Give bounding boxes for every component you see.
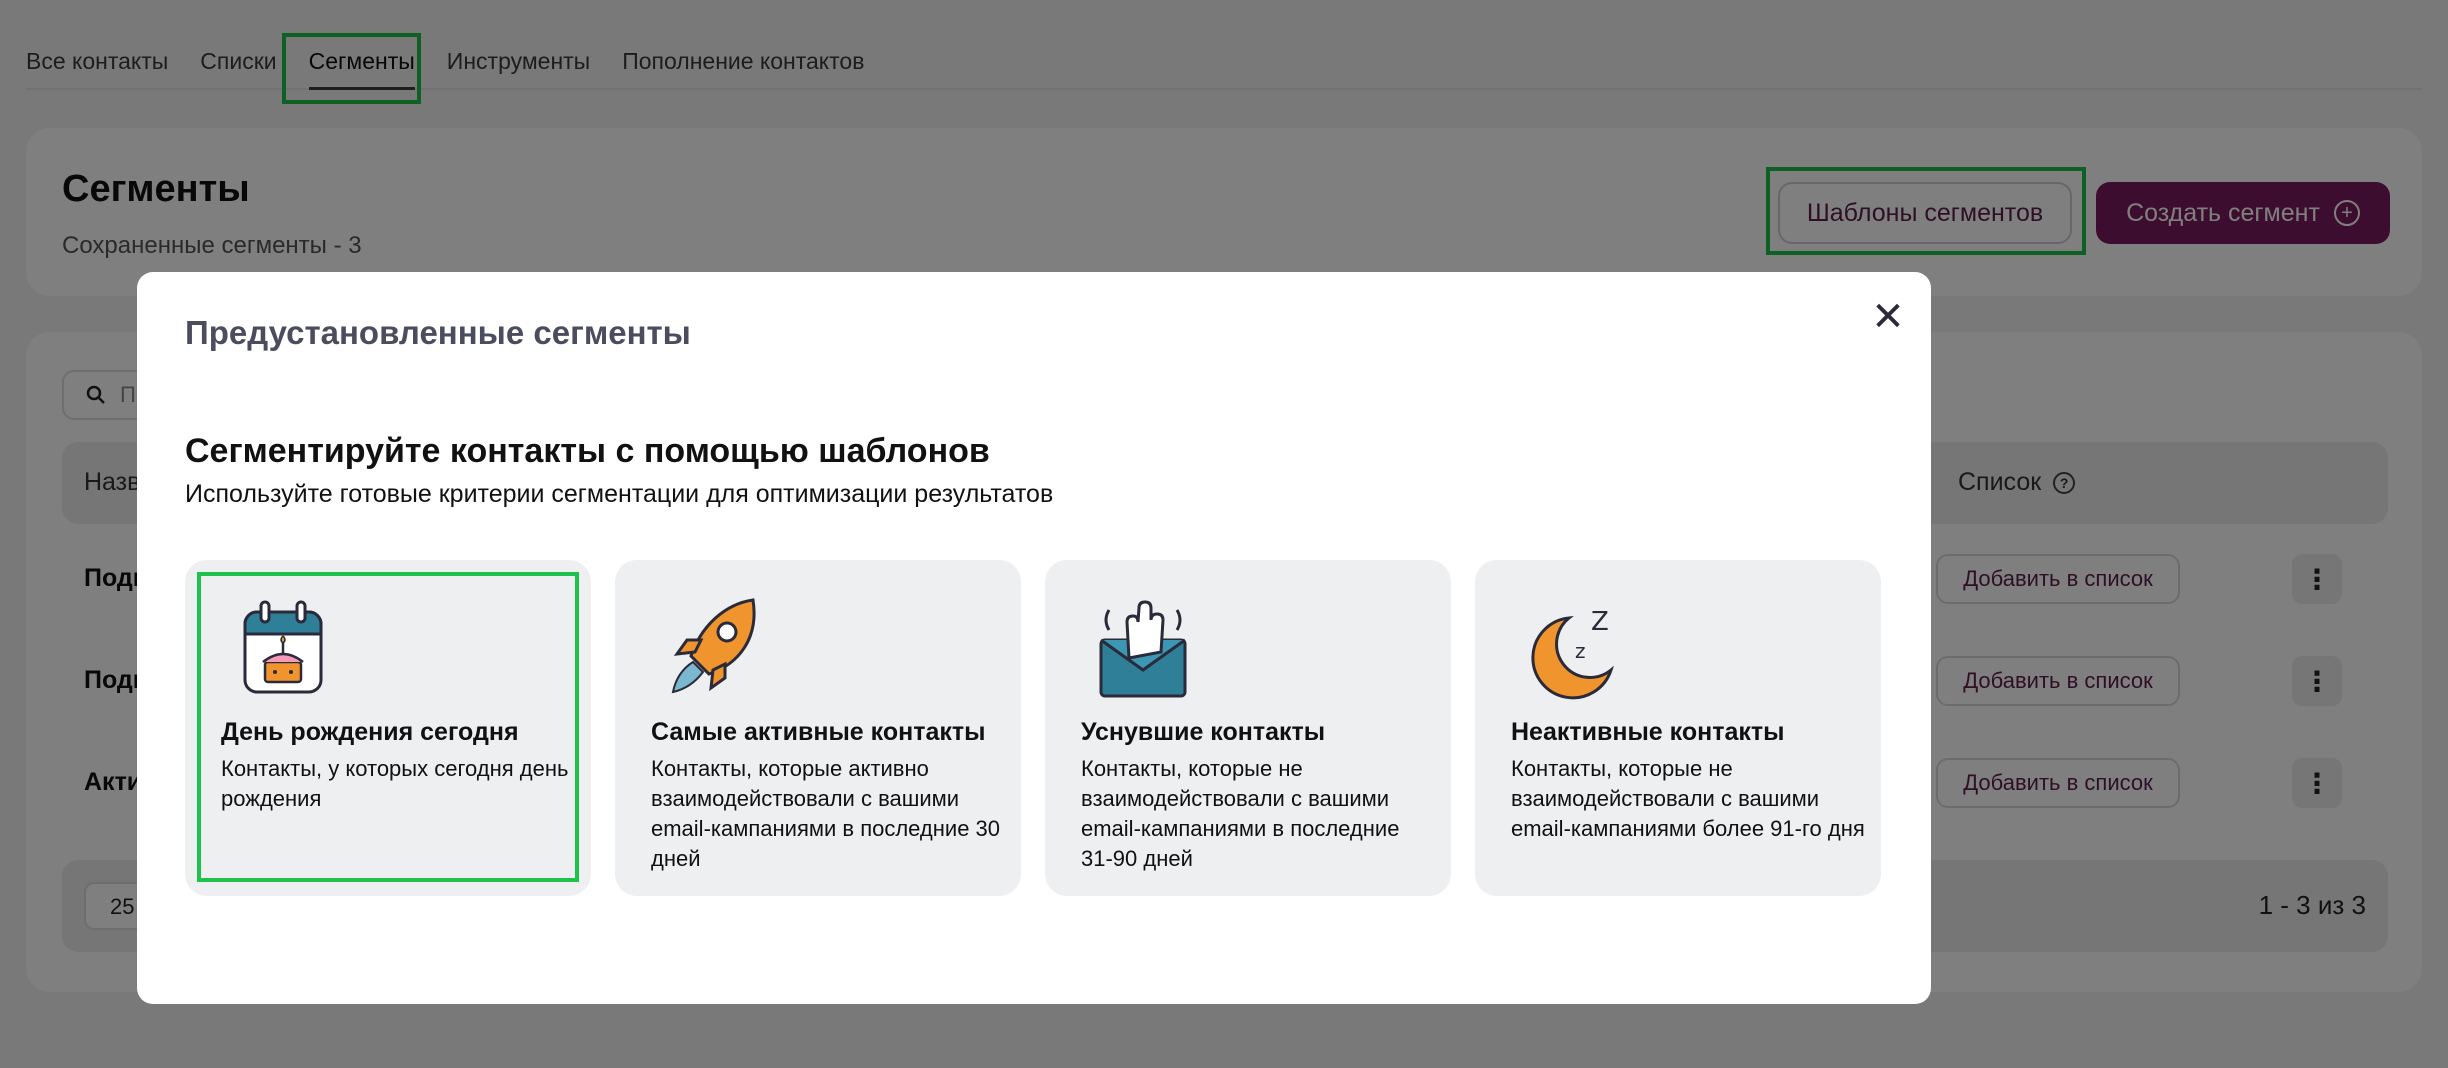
template-description: Контакты, которые активно взаимодействовали с вашими email-кампаниями в последние 30 дней (651, 756, 1001, 871)
template-card-inactive[interactable] (1475, 560, 1881, 896)
close-icon[interactable]: ✕ (1871, 295, 1905, 339)
template-card-birthday[interactable] (185, 560, 591, 896)
template-title: День рождения сегодня (221, 718, 519, 746)
template-title: Самые активные контакты (651, 718, 986, 746)
modal-heading: Сегментируйте контакты с помощью шаблонов (185, 432, 990, 470)
modal-subheading: Используйте готовые критерии сегментации для оптимизации результатов (185, 480, 1054, 508)
template-card-highlight (197, 572, 579, 882)
modal-title: Предустановленные сегменты (185, 314, 691, 351)
template-description: Контакты, у которых сегодня день рождения (221, 756, 569, 811)
waving-envelope-icon (1095, 596, 1191, 702)
moon-sleep-icon (1525, 596, 1621, 702)
template-title: Уснувшие контакты (1081, 718, 1326, 746)
svg-text:Z: Z (1591, 607, 1609, 637)
template-card-dormant[interactable] (1045, 560, 1451, 896)
template-description: Контакты, которые не взаимодействовали с вашими email-кампаниями в последние 31-90 дней (1081, 756, 1400, 871)
preset-segments-modal (137, 272, 1931, 1004)
svg-text:z: z (1575, 639, 1586, 663)
template-title: Неактивные контакты (1511, 718, 1785, 746)
template-description: Контакты, которые не взаимодействовали с вашими email-кампаниями более 91-го дня (1511, 756, 1865, 841)
template-card-most-active[interactable] (615, 560, 1021, 896)
rocket-icon (665, 596, 761, 702)
